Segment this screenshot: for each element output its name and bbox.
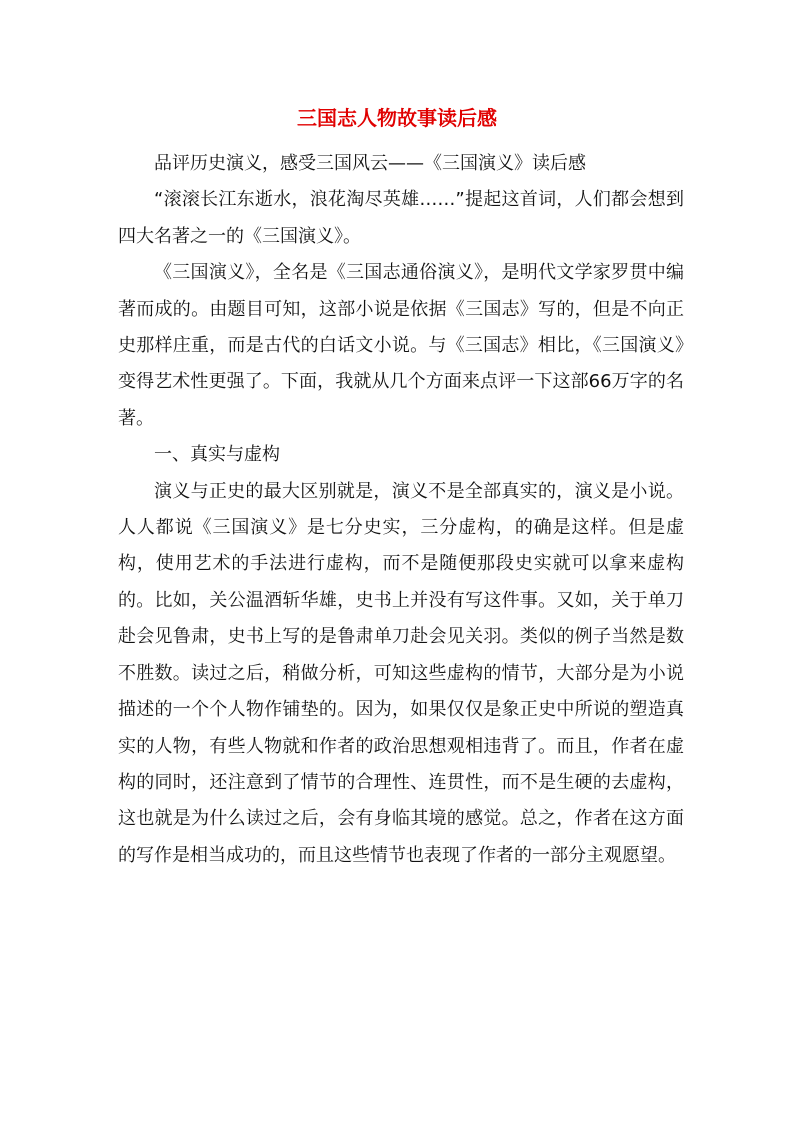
document-title: 三国志人物故事读后感 [297,106,497,130]
section-body-paragraph: 演义与正史的最大区别就是，演义不是全部真实的，演义是小说。人人都说《三国演义》是七分史实，三分虚构，的确是这样。但是虚构，使用艺术的手法进行虚构，而不是随便那段史实就可以拿来虚构的。比如，关公温酒斩华雄，史书上并没有写这件事。又如，关于单刀赴会见鲁肃，史书上写的是鲁肃单刀赴会见关羽。类似的例子当然是数不胜数。读过之后，稍做分析，可知这些虚构的情节，大部分是为小说描述的一个个人物作铺垫的。因为，如果仅仅是象正史中所说的塑造真实的人物，有些人物就和作者的政治思想观相违背了。而且，作者在虚构的同时，还注意到了情节的合理性、连贯性，而不是生硬的去虚构，这也就是为什么读过之后，会有身临其境的感觉。总之，作者在这方面的写作是相当成功的，而且这些情节也表现了作者的一部分主观愿望。 [118,480,684,866]
subtitle-paragraph: 品评历史演义，感受三国风云——《三国演义》读后感 [154,153,586,174]
section-heading: 一、真实与虚构 [154,444,280,466]
intro-paragraph: “滚滚长江东逝水，浪花淘尽英雄……”提起这首词，人们都会想到四大名著之一的《三国演义》。 [118,189,684,247]
document-body [118,146,684,874]
overview-paragraph: 《三国演义》，全名是《三国志通俗演义》，是明代文学家罗贯中编著而成的。由题目可知，这部小说是依据《三国志》写的，但是不向正史那样庄重，而是古代的白话文小说。与《三国志》相比，《三国演义》变得艺术性更强了。下面，我就从几个方面来点评一下这部66万字的名著。 [118,262,684,429]
